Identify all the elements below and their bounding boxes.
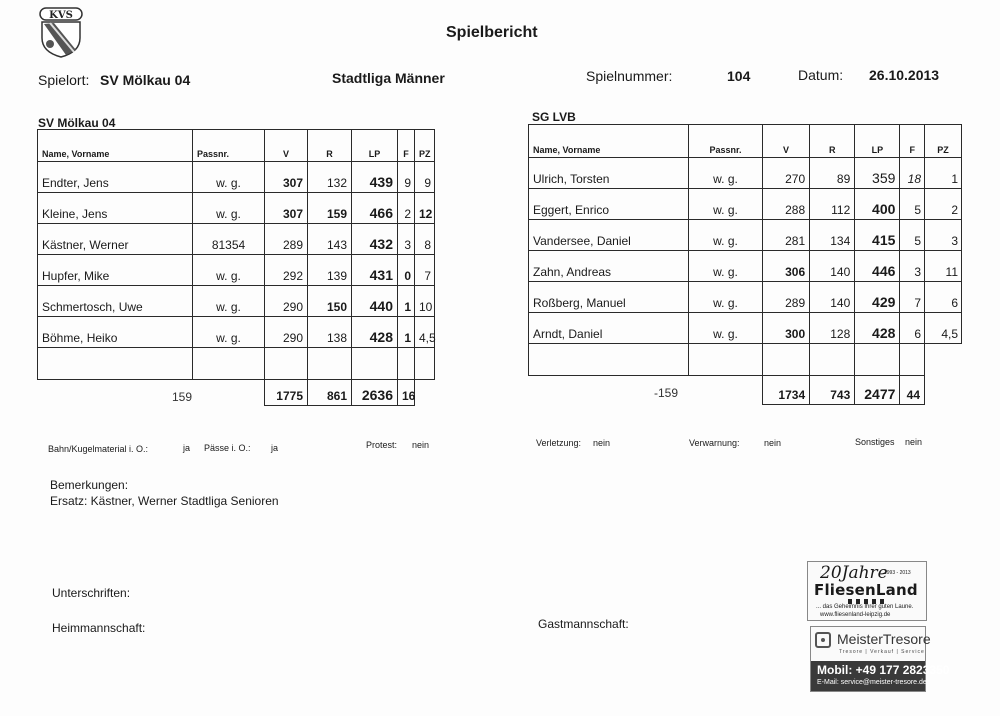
player-f: 6 <box>900 313 925 344</box>
player-lp: 429 <box>855 282 900 313</box>
player-pass: w. g. <box>193 255 265 286</box>
verwarnung-label: Verwarnung: <box>689 438 740 448</box>
player-name: Zahn, Andreas <box>529 251 689 282</box>
table-row <box>38 317 435 348</box>
player-pass: w. g. <box>689 158 763 189</box>
sonstiges-value: nein <box>905 437 923 447</box>
player-r: 140 <box>810 282 855 313</box>
player-v: 306 <box>762 251 809 282</box>
player-pz: 4,5 <box>925 313 962 344</box>
player-f: 3 <box>398 224 415 255</box>
player-pz: 4,5 <box>415 317 435 348</box>
player-name: Arndt, Daniel <box>529 313 689 344</box>
protest-value: nein <box>412 440 430 450</box>
paesse-value: ja <box>271 443 279 453</box>
player-lp: 431 <box>352 255 398 286</box>
table-row <box>529 158 962 189</box>
home-team-name: SV Mölkau 04 <box>38 116 116 130</box>
table-row <box>529 251 962 282</box>
table-row <box>529 282 962 313</box>
player-lp: 415 <box>855 220 900 251</box>
player-v: 300 <box>762 313 809 344</box>
player-lp: 439 <box>352 162 398 193</box>
guest-score-table <box>528 124 962 405</box>
player-pass: w. g. <box>689 313 763 344</box>
sponsor-since: 1993 - 2013 <box>884 570 911 576</box>
player-f: 5 <box>900 189 925 220</box>
player-lp: 466 <box>352 193 398 224</box>
table-row <box>38 224 435 255</box>
empty-row <box>38 348 435 380</box>
player-r: 89 <box>810 158 855 189</box>
page-title: Spielbericht <box>446 24 538 41</box>
col-name: Name, Vorname <box>38 130 193 162</box>
sponsor2-email: E-Mail: service@meister-tresore.de <box>817 679 927 686</box>
player-pz: 9 <box>415 162 435 193</box>
league-name: Stadtliga Männer <box>332 70 445 86</box>
table-row <box>529 313 962 344</box>
kvs-logo <box>36 6 86 58</box>
home-diff: 159 <box>172 390 193 404</box>
col-v: V <box>265 130 308 162</box>
remarks-label: Bemerkungen: <box>50 478 129 492</box>
table-row <box>529 220 962 251</box>
player-pass: 81354 <box>193 224 265 255</box>
player-lp: 359 <box>855 158 900 189</box>
guest-total-r: 743 <box>810 376 855 405</box>
col-lp: LP <box>352 130 398 162</box>
player-lp: 400 <box>855 189 900 220</box>
home-score-table <box>37 129 435 406</box>
player-lp: 428 <box>855 313 900 344</box>
player-r: 132 <box>308 162 352 193</box>
home-total-v: 1775 <box>265 380 308 406</box>
player-f: 1 <box>398 317 415 348</box>
table-row <box>38 255 435 286</box>
sponsor-fliesenland <box>807 561 927 621</box>
guest-total-lp: 2477 <box>855 376 900 405</box>
home-total-lp: 2636 <box>352 380 398 406</box>
logo-text: KVS <box>49 10 73 21</box>
player-lp: 428 <box>352 317 398 348</box>
player-pass: w. g. <box>193 193 265 224</box>
home-signature-label: Heimmannschaft: <box>52 621 146 635</box>
home-total-r: 861 <box>308 380 352 406</box>
sponsor2-sub: Tresore | Verkauf | Service <box>839 649 925 655</box>
sponsor2-phone: Mobil: +49 177 2823350 <box>817 663 950 677</box>
spielnummer-label: Spielnummer: <box>586 68 673 84</box>
player-pz: 2 <box>925 189 962 220</box>
signatures-label: Unterschriften: <box>52 586 131 600</box>
player-pass: w. g. <box>689 282 763 313</box>
player-pass: w. g. <box>689 251 763 282</box>
player-name: Ulrich, Torsten <box>529 158 689 189</box>
player-f: 7 <box>900 282 925 313</box>
guest-signature-label: Gastmannschaft: <box>538 617 629 631</box>
verletzung-value: nein <box>593 438 611 448</box>
player-r: 159 <box>308 193 352 224</box>
home-total-f: 16 <box>398 380 415 406</box>
safe-icon <box>815 632 831 648</box>
player-f: 2 <box>398 193 415 224</box>
player-pass: w. g. <box>689 189 763 220</box>
guest-total-v: 1734 <box>762 376 809 405</box>
sponsor-years-num: 20 <box>820 563 842 583</box>
player-name: Kleine, Jens <box>38 193 193 224</box>
player-r: 134 <box>810 220 855 251</box>
sponsor2-contact <box>811 661 950 691</box>
player-v: 307 <box>265 193 308 224</box>
player-pass: w. g. <box>193 286 265 317</box>
paesse-label: Pässe i. O.: <box>204 443 251 453</box>
player-v: 289 <box>265 224 308 255</box>
player-pz: 11 <box>925 251 962 282</box>
col-pz: PZ <box>415 130 435 162</box>
player-v: 281 <box>762 220 809 251</box>
sponsor-meistertresore <box>810 626 950 692</box>
player-pass: w. g. <box>193 162 265 193</box>
col-r: R <box>308 130 352 162</box>
col-pass: Passnr. <box>193 130 265 162</box>
sonstiges-label: Sonstiges <box>855 437 895 447</box>
player-pz: 6 <box>925 282 962 313</box>
player-name: Vandersee, Daniel <box>529 220 689 251</box>
protest-label: Protest: <box>366 440 398 450</box>
player-v: 289 <box>762 282 809 313</box>
col-lp: LP <box>855 125 900 158</box>
datum-value: 26.10.2013 <box>869 67 940 83</box>
player-f: 5 <box>900 220 925 251</box>
player-pz: 1 <box>925 158 962 189</box>
player-f: 9 <box>398 162 415 193</box>
player-lp: 446 <box>855 251 900 282</box>
bahn-label: Bahn/Kugelmaterial i. O.: <box>48 444 149 454</box>
col-pass: Passnr. <box>689 125 763 158</box>
player-f: 0 <box>398 255 415 286</box>
player-f: 1 <box>398 286 415 317</box>
player-f: 3 <box>900 251 925 282</box>
verletzung-label: Verletzung: <box>536 438 582 448</box>
player-r: 140 <box>810 251 855 282</box>
player-v: 288 <box>762 189 809 220</box>
home-header-row <box>38 130 435 162</box>
guest-total-f: 44 <box>900 376 925 405</box>
player-r: 150 <box>308 286 352 317</box>
guest-header-row <box>529 125 962 158</box>
player-name: Böhme, Heiko <box>38 317 193 348</box>
table-row <box>529 189 962 220</box>
player-name: Roßberg, Manuel <box>529 282 689 313</box>
bahn-value: ja <box>183 443 191 453</box>
table-row <box>38 162 435 193</box>
player-pz: 12 <box>415 193 435 224</box>
col-pz: PZ <box>925 125 962 158</box>
col-v: V <box>762 125 809 158</box>
verwarnung-value: nein <box>764 438 782 448</box>
player-lp: 440 <box>352 286 398 317</box>
player-name: Hupfer, Mike <box>38 255 193 286</box>
player-pz: 10 <box>415 286 435 317</box>
table-row <box>38 286 435 317</box>
guest-diff: -159 <box>654 386 679 400</box>
player-v: 307 <box>265 162 308 193</box>
player-pz: 8 <box>415 224 435 255</box>
datum-label: Datum: <box>798 67 844 83</box>
spielort-value: SV Mölkau 04 <box>100 72 191 88</box>
guest-team-name: SG LVB <box>532 110 576 124</box>
player-r: 139 <box>308 255 352 286</box>
table-row <box>38 193 435 224</box>
col-f: F <box>398 130 415 162</box>
player-pz: 7 <box>415 255 435 286</box>
player-pass: w. g. <box>193 317 265 348</box>
player-r: 143 <box>308 224 352 255</box>
col-f: F <box>900 125 925 158</box>
player-r: 128 <box>810 313 855 344</box>
player-r: 112 <box>810 189 855 220</box>
guest-total-row <box>529 376 962 405</box>
player-f: 18 <box>900 158 925 189</box>
player-lp: 432 <box>352 224 398 255</box>
player-name: Endter, Jens <box>38 162 193 193</box>
sponsor-name: FliesenLand <box>814 581 918 599</box>
remarks-text: Ersatz: Kästner, Werner Stadtliga Senioren <box>50 494 279 508</box>
player-v: 290 <box>265 317 308 348</box>
spielort-label: Spielort: <box>38 72 90 88</box>
player-name: Kästner, Werner <box>38 224 193 255</box>
sponsor2-name: MeisterTresore <box>837 631 931 647</box>
home-total-row <box>38 380 435 406</box>
sponsor-web: www.fliesenland-leipzig.de <box>820 612 891 618</box>
spielnummer-value: 104 <box>727 68 751 84</box>
player-v: 270 <box>762 158 809 189</box>
col-name: Name, Vorname <box>529 125 689 158</box>
sponsor-years <box>820 563 888 583</box>
player-name: Schmertosch, Uwe <box>38 286 193 317</box>
col-r: R <box>810 125 855 158</box>
player-v: 292 <box>265 255 308 286</box>
player-r: 138 <box>308 317 352 348</box>
player-pass: w. g. <box>689 220 763 251</box>
empty-row <box>529 344 962 376</box>
sponsor-tagline: ... das Geheimnis Ihrer guten Laune. <box>816 604 914 610</box>
player-v: 290 <box>265 286 308 317</box>
sponsor-years-word: Jahre <box>841 563 888 583</box>
player-pz: 3 <box>925 220 962 251</box>
player-name: Eggert, Enrico <box>529 189 689 220</box>
